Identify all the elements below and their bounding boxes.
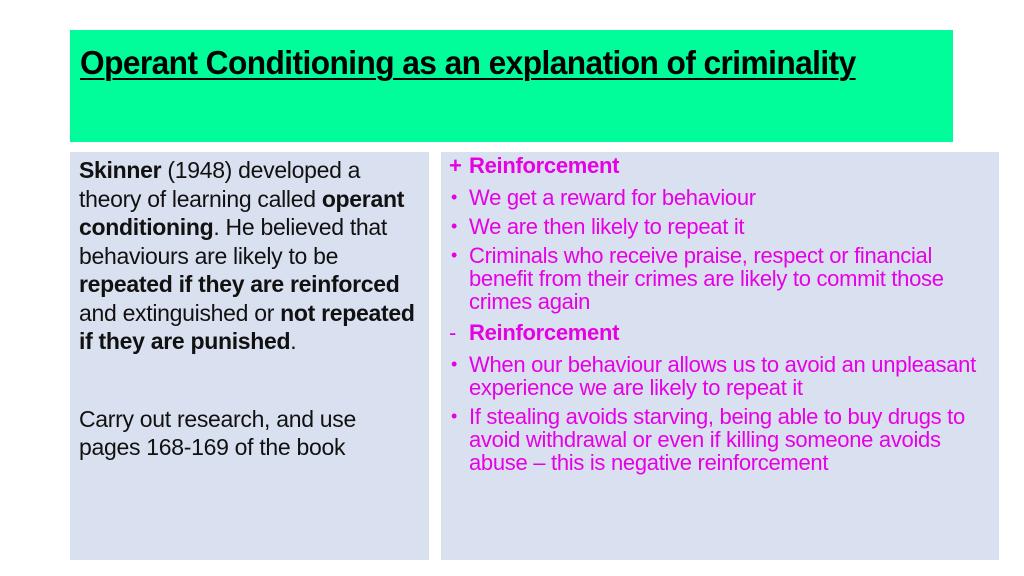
research-instruction: Carry out research, and use pages 168-169 of the book [79,405,356,460]
body-text: and extinguished or [79,299,281,326]
left-text-panel [70,152,429,560]
body-text: . [290,328,297,354]
bullet-icon: • [451,187,458,207]
bold-text: repeated if they are reinforced [79,271,400,297]
skinner-paragraph [79,156,421,356]
bold-text: not repeated if they are punished [79,299,415,354]
bold-text: Skinner [79,157,162,183]
list-item [449,215,991,238]
plus-marker: + [449,153,462,178]
list-item [449,244,991,313]
list-item [449,186,991,209]
bold-text: operant conditioning [79,185,405,240]
bullet-icon: • [451,406,458,426]
bullet-icon: • [451,354,458,374]
bullet-icon: • [451,216,458,236]
title-banner [70,30,953,142]
list-item [449,353,991,399]
minus-marker: - [449,320,457,345]
negative-reinforcement-heading [449,319,991,347]
paragraph-spacer [79,356,421,405]
right-bullet-panel [441,152,999,560]
list-item-text: If stealing avoids starving, being able to buy drugs to avoid withdrawal or even if killing someone avoids abuse – this is negative reinforcement [469,404,965,475]
list-item-text: We get a reward for behaviour [469,185,756,210]
list-item-text: We are then likely to repeat it [469,214,745,239]
heading-label: Reinforcement [469,320,620,345]
body-text: . He believed that behaviours are likely to be [79,214,387,269]
body-text: (1948) developed a theory of learning called [79,157,361,212]
list-item-text: When our behaviour allows us to avoid an unpleasant experience we are likely to repeat it [469,352,976,400]
list-item [449,405,991,474]
list-item-text: Criminals who receive praise, respect or financial benefit from their crimes are likely to commit those crimes again [469,243,944,314]
slide-title: Operant Conditioning as an explanation of criminality [80,44,856,81]
bullet-icon: • [451,245,458,265]
positive-reinforcement-heading [449,152,991,180]
heading-label: Reinforcement [469,153,620,178]
